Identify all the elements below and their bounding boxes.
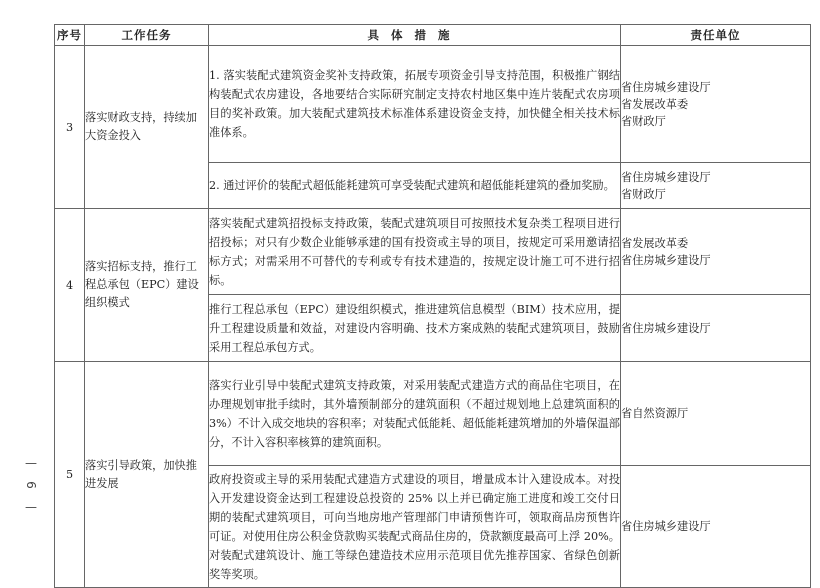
measure-cell: 政府投资或主导的采用装配式建造方式建设的项目，增量成本计入建设成本。对投入开发建设资金达到工程建设总投资的 25% 以上并已确定施工进度和竣工交付日期的装配式建筑项目，可向当地房地产管理部门申请预售许可，领取商品房预售许可证。对使用住房公积金贷款购买装配式商品住房的，贷款额度最高可上浮 20%。对装配式建筑设计、施工等绿色建造技术应用示范项目优先推荐国家、省绿色创新奖等奖项。 [209, 466, 621, 588]
unit-name: 省住房城乡建设厅 [621, 253, 711, 267]
task-cell: 落实财政支持，持续加大资金投入 [85, 46, 209, 209]
table-row [55, 46, 811, 163]
row-number: 3 [55, 46, 85, 209]
unit-name: 省住房城乡建设厅 [621, 170, 711, 184]
unit-cell [621, 466, 811, 588]
unit-name: 省住房城乡建设厅 [621, 321, 711, 335]
row-number: 4 [55, 209, 85, 362]
unit-cell [621, 46, 811, 163]
table-row [55, 209, 811, 295]
table-header-row [55, 25, 811, 46]
unit-cell [621, 295, 811, 362]
unit-name: 省财政厅 [621, 114, 666, 128]
header-unit: 责任单位 [621, 25, 811, 46]
unit-name: 省财政厅 [621, 187, 666, 201]
page-number-dash: — [25, 500, 37, 514]
table-row [55, 362, 811, 466]
unit-name: 省发展改革委 [621, 97, 689, 111]
header-task: 工作任务 [85, 25, 209, 46]
measure-cell: 推行工程总承包（EPC）建设组织模式，推进建筑信息模型（BIM）技术应用，提升工程建设质量和效益，对建设内容明确、技术方案成熟的装配式建筑项目，鼓励采用工程总承包方式。 [209, 295, 621, 362]
page-number [24, 456, 38, 514]
task-cell: 落实招标支持，推行工程总承包（EPC）建设组织模式 [85, 209, 209, 362]
header-measures: 具体措施 [209, 25, 621, 46]
header-no: 序号 [55, 25, 85, 46]
page-number-digit: 6 [24, 481, 38, 489]
unit-name: 省发展改革委 [621, 236, 689, 250]
measure-cell: 落实装配式建筑招投标支持政策，装配式建筑项目可按照技术复杂类工程项目进行招投标；对只有少数企业能够承建的国有投资或主导的项目，按规定可采用邀请招标方式；对需采用不可替代的专利或专有技术建造的，按规定设计施工可不进行招标。 [209, 209, 621, 295]
unit-cell [621, 163, 811, 209]
measure-cell: 2. 通过评价的装配式超低能耗建筑可享受装配式建筑和超低能耗建筑的叠加奖励。 [209, 163, 621, 209]
measure-cell: 落实行业引导中装配式建筑支持政策，对采用装配式建造方式的商品住宅项目，在办理规划审批手续时，其外墙预制部分的建筑面积（不超过规划地上总建筑面积的 3%）不计入成交地块的容积率；对装配式低能耗、超低能耗建筑增加的外墙保温部分，不计入容积率核算的建筑面积。 [209, 362, 621, 466]
task-cell: 落实引导政策，加快推进发展 [85, 362, 209, 588]
unit-cell [621, 209, 811, 295]
unit-cell [621, 362, 811, 466]
policy-measures-table [54, 24, 811, 588]
page-number-dash: — [25, 456, 37, 470]
row-number: 5 [55, 362, 85, 588]
measure-cell: 1. 落实装配式建筑资金奖补支持政策，拓展专项资金引导支持范围，积极推广钢结构装配式农房建设，各地要结合实际研究制定支持农村地区集中连片装配式农房项目的奖补政策。加大装配式建筑技术标准体系建设资金支持，加快健全相关技术标准体系。 [209, 46, 621, 163]
unit-name: 省住房城乡建设厅 [621, 80, 711, 94]
unit-name: 省住房城乡建设厅 [621, 520, 711, 533]
unit-name: 省自然资源厅 [621, 407, 689, 420]
